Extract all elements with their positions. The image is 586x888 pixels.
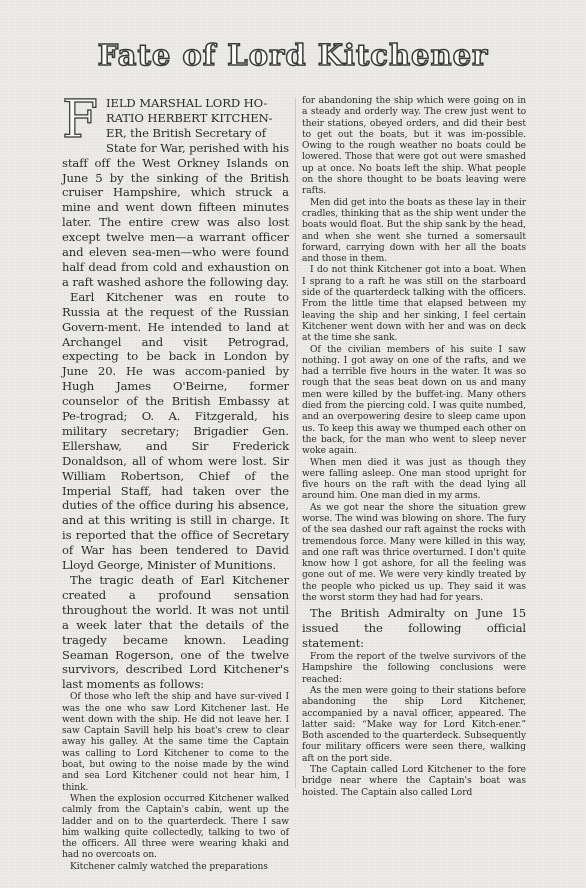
right-column bbox=[302, 96, 526, 799]
statement-paragraph: The Captain called Lord Kitchener to the fore bridge near where the Captain's boat was hoisted. The Captain also called Lord bbox=[302, 765, 526, 798]
quote-paragraph: for abandoning the ship which were going on in a steady and orderly way. The crew just went to their stations, obeyed orders, and did their best to get out the boats, but it was im-possible. Owing to the rough weather no boats could be lowered. Those that were got out were smashed up at once. No boats left the ship. What people on the shore thought to be boats leaving were rafts. bbox=[302, 96, 526, 197]
quote-paragraph: As we got near the shore the situation grew worse. The wind was blowing on shore. The fury of the sea dashed our raft against the rocks with tremendous force. Many were killed in this way, and one raft was thrice overturned. I don't quite know how I got ashore, for all the feeling was gone out of me. We were very kindly treated by the people who picked us up. They said it was the worst storm they had had for years. bbox=[302, 502, 526, 604]
lead-line: ER, the British Secretary of bbox=[105, 125, 266, 140]
lead-line: IELD MARSHAL LORD HO- bbox=[105, 96, 268, 110]
statement-paragraph: As the men were going to their stations before abandoning the ship Lord Kitchener, accompanied by a naval officer, appeared. The latter said: “Make way for Lord Kitch-ener.” Both ascended to the quarterdeck. Subsequently four military officers were seen there, walking aft on the port side. bbox=[302, 685, 526, 764]
quote-paragraph: When the explosion occurred Kitchener walked calmly from the Captain's cabin, went up the ladder and on to the quarterdeck. There I saw him walking quite collectedly, talking to two of the officers. All three were wearing khaki and had no overcoats on. bbox=[62, 793, 289, 861]
drop-cap: F bbox=[62, 90, 98, 150]
lead-line: RATIO HERBERT KITCHEN- bbox=[105, 110, 273, 125]
quote-paragraph: When men died it was just as though they were falling asleep. One man stood upright for five hours on the raft with the dead lying all around him. One man died in my arms. bbox=[302, 457, 526, 502]
left-column bbox=[62, 90, 289, 873]
article-title: Fate of Lord Kitchener bbox=[97, 38, 489, 72]
statement-paragraph: From the report of the twelve survivors of the Hampshire the following conclusions were reached: bbox=[302, 652, 526, 685]
paragraph: The tragic death of Earl Kitchener created a profound sensation throughout the world. It was not until a week later that the details of the tragedy became known. Leading Seaman Rogerson, one of the twelve survivors, described Lord Kitchener's last moments as follows: bbox=[62, 573, 289, 692]
quote-paragraph: I do not think Kitchener got into a boat. When I sprang to a raft he was still on the starboard side of the quarterdeck talking with the officers. From the little time that elapsed between my leaving the ship and her sinking, I feel certain Kitchener went down with her and was on deck at the time she sank. bbox=[302, 265, 526, 344]
lead-paragraph bbox=[62, 90, 289, 290]
column-divider bbox=[295, 98, 296, 788]
quote-paragraph: Of those who left the ship and have sur-vived I was the one who saw Lord Kitchener last. He went down with the ship. He did not leave her. I saw Captain Savill help his boat's crew to clear away his galley. At the same time the Captain was calling to Lord Kitchener to come to the boat, but owing to the noise made by the wind and sea Lord Kitchener could not hear him, I think. bbox=[62, 692, 289, 793]
quote-paragraph: Of the civilian members of his suite I saw nothing. I got away on one of the rafts, and we had a terrible five hours in the water. It was so rough that the seas beat down on us and many men were killed by the buffet-ing. Many others died from the piercing cold. I was quite numbed, and an overpowering desire to sleep came upon us. To keep this away we thumped each other on the back, for the man who went to sleep never woke again. bbox=[302, 344, 526, 457]
lead-line: State for War, perished with his bbox=[105, 140, 289, 155]
quote-paragraph: Kitchener calmly watched the preparations bbox=[70, 861, 268, 872]
paragraph: The British Admiralty on June 15 issued the following official statement: bbox=[302, 606, 526, 651]
quote-paragraph: Men did get into the boats as these lay in their cradles, thinking that as the ship went under the boats would float. But the ship sank by the head, and when she went she turned a somersault forward, carrying down with her all the boats and those in them. bbox=[302, 197, 526, 265]
lead-rest: staff off the West Orkney Islands on June 5 by the sinking of the British cruiser Hampshire, which struck a mine and went down fifteen minutes later. The entire crew was also lost except twelve men—a warrant officer and eleven sea-men—who were found half dead from cold and exhaustion on a raft washed ashore the following day. bbox=[62, 155, 289, 289]
paragraph: Earl Kitchener was en route to Russia at the request of the Russian Govern-ment. He intended to land at Archangel and visit Petrograd, expecting to be back in London by June 20. He was accom-panied by Hugh James O'Beirne, former counselor of the British Embassy at Pe-trograd; O. A. Fitzgerald, his military secretary; Brigadier Gen. Ellershaw, and Sir Frederick Donaldson, all of whom were lost. Sir William Robertson, Chief of the Imperial Staff, had taken over the duties of the office during his absence, and at this writing is still in charge. It is reported that the office of Secretary of War has been tendered to David Lloyd George, Minister of Munitions. bbox=[62, 289, 289, 573]
